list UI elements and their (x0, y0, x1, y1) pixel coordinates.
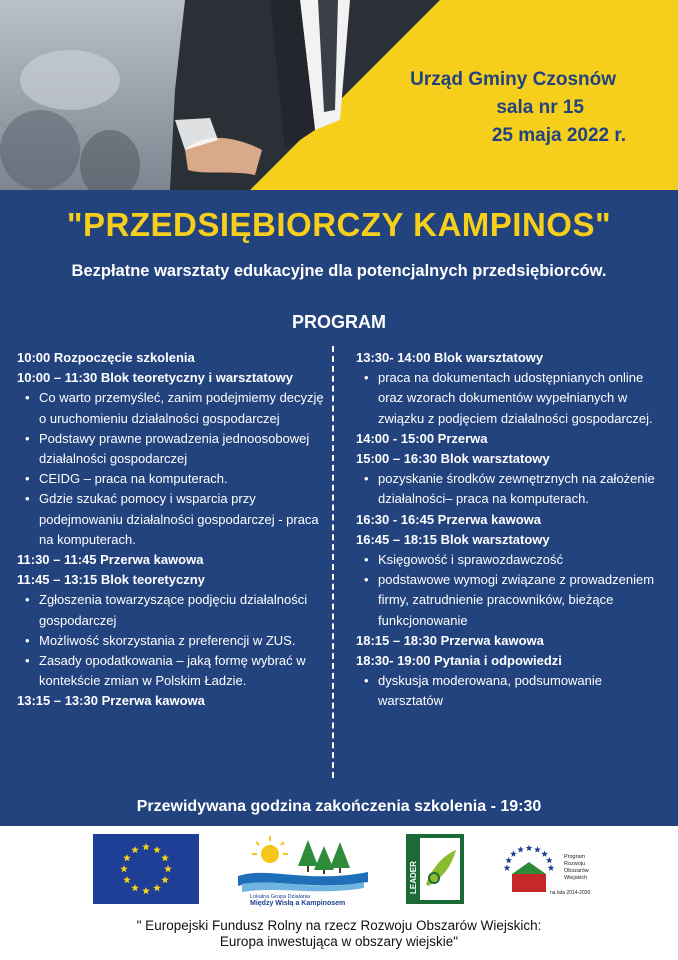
prow-line-4: Wiejskich (564, 875, 588, 881)
program-time-slot: 18:15 – 18:30 Przerwa kawowa (356, 632, 544, 648)
column-divider (332, 346, 334, 778)
prow-star-icon (546, 857, 553, 863)
program-topic-item: • podstawowe wymogi związane z prowadzeniem firmy, zatrudnienie pracowników, bieżące funkcjonowanie (356, 570, 666, 631)
program-time-slot: 18:30- 19:00 Pytania i odpowiedzi (356, 653, 562, 669)
program-left-column (17, 348, 327, 712)
funding-quote-line-2: Europa inwestująca w obszary wiejskie" (219, 934, 459, 949)
program-time-slot: 10:00 – 11:30 Blok teoretyczny i warsztatowy (17, 370, 294, 386)
program-topic-list (356, 469, 666, 509)
prow-logo (500, 834, 606, 904)
program-time-slot: 11:30 – 11:45 Przerwa kawowa (17, 552, 204, 568)
program-topic-item: • Co warto przemyśleć, zanim podejmiemy decyzję o uruchomieniu działalności gospodarczej (17, 388, 327, 428)
program-topic-item: • Zgłoszenia towarzyszące podjęciu działalności gospodarczej (17, 590, 327, 630)
program-time-slot: 13:30- 14:00 Blok warsztatowy (356, 350, 544, 365)
sponsor-logos (0, 826, 678, 916)
program-time-slot: 16:45 – 18:15 Blok warsztatowy (356, 531, 550, 547)
event-date: 25 maja 2022 r. (491, 125, 626, 146)
program-time-slot: 16:30 - 16:45 Przerwa kawowa (356, 511, 541, 527)
program-time-slot: 13:15 – 13:30 Przerwa kawowa (17, 693, 205, 709)
program-time-slot: 15:00 – 16:30 Blok warsztatowy (356, 451, 550, 467)
program-topic-item: • Gdzie szukać pomocy i wsparcia przy podejmowaniu działalności gospodarczej - praca na komputerach. (17, 489, 327, 550)
program-topic-item: • Podstawy prawne prowadzenia jednoosobowej działalności gospodarczej (17, 429, 327, 469)
prow-star-icon (548, 865, 555, 871)
prow-years: na lata 2014-2020 (550, 890, 591, 896)
prow-line-1: Program (564, 854, 586, 860)
lgd-logo (228, 832, 378, 908)
program-topic-item: • Księgowość i sprawozdawczość (356, 550, 666, 570)
prow-star-icon (534, 846, 541, 852)
program-right-column (356, 348, 666, 712)
program-topic-item: • Możliwość skorzystania z preferencji w ZUS. (17, 631, 327, 651)
prow-star-icon (517, 846, 524, 852)
leader-text: LEADER (409, 861, 418, 894)
prow-star-icon (541, 851, 548, 857)
leader-logo (406, 834, 464, 904)
program-topic-list (356, 671, 666, 711)
program-topic-item: • praca na dokumentach udostępnianych online oraz wzorach dokumentów wypełnianych w związku z podjęciem działalności gospodarczej. (356, 368, 666, 429)
header-banner (0, 0, 678, 190)
program-section (0, 190, 678, 826)
program-topic-item: • pozyskanie środków zewnętrznych na założenie działalności– praca na komputerach. (356, 469, 666, 509)
program-time-slot: 14:00 - 15:00 Przerwa (356, 430, 488, 446)
prow-star-icon (505, 857, 512, 863)
program-time-slot: 10:00 Rozpoczęcie szkolenia (17, 350, 195, 365)
lgd-caption-2: Między Wisłą a Kampinosem (250, 900, 346, 907)
program-topic-list (356, 550, 666, 631)
lgd-caption-1: Lokalna Grupa Działania (250, 894, 311, 900)
venue-room: sala nr 15 (496, 97, 584, 118)
prow-line-2: Rozwoju (564, 861, 586, 867)
end-time-note: Przewidywana godzina zakończenia szkolenia - 19:30 (136, 798, 542, 815)
funding-quote (0, 918, 678, 950)
prow-star-icon (504, 865, 511, 871)
program-time-slot: 11:45 – 13:15 Blok teoretyczny (17, 572, 205, 588)
venue-info (366, 66, 626, 150)
prow-line-3: Obszarów (564, 868, 589, 874)
event-title: "PRZEDSIĘBIORCZY KAMPINOS" (66, 206, 612, 243)
eu-flag-logo (93, 834, 199, 904)
program-topic-list (17, 388, 327, 550)
prow-star-icon (510, 851, 517, 857)
funding-quote-line-1: " Europejski Fundusz Rolny na rzecz Rozwoju Obszarów Wiejskich: (136, 918, 542, 933)
venue-location: Urząd Gminy Czosnów (410, 69, 616, 90)
program-heading: PROGRAM (292, 312, 386, 332)
program-topic-item: • dyskusja moderowana, podsumowanie warsztatów (356, 671, 666, 711)
event-subtitle: Bezpłatne warsztaty edukacyjne dla potencjalnych przedsiębiorców. (71, 262, 607, 280)
program-topic-list (356, 368, 666, 429)
program-topic-item: • Zasady opodatkowania – jaką formę wybrać w kontekście zmian w Polskim Ładzie. (17, 651, 327, 691)
program-topic-item: • CEIDG – praca na komputerach. (17, 469, 327, 489)
program-topic-list (17, 590, 327, 691)
prow-star-icon (526, 845, 533, 851)
